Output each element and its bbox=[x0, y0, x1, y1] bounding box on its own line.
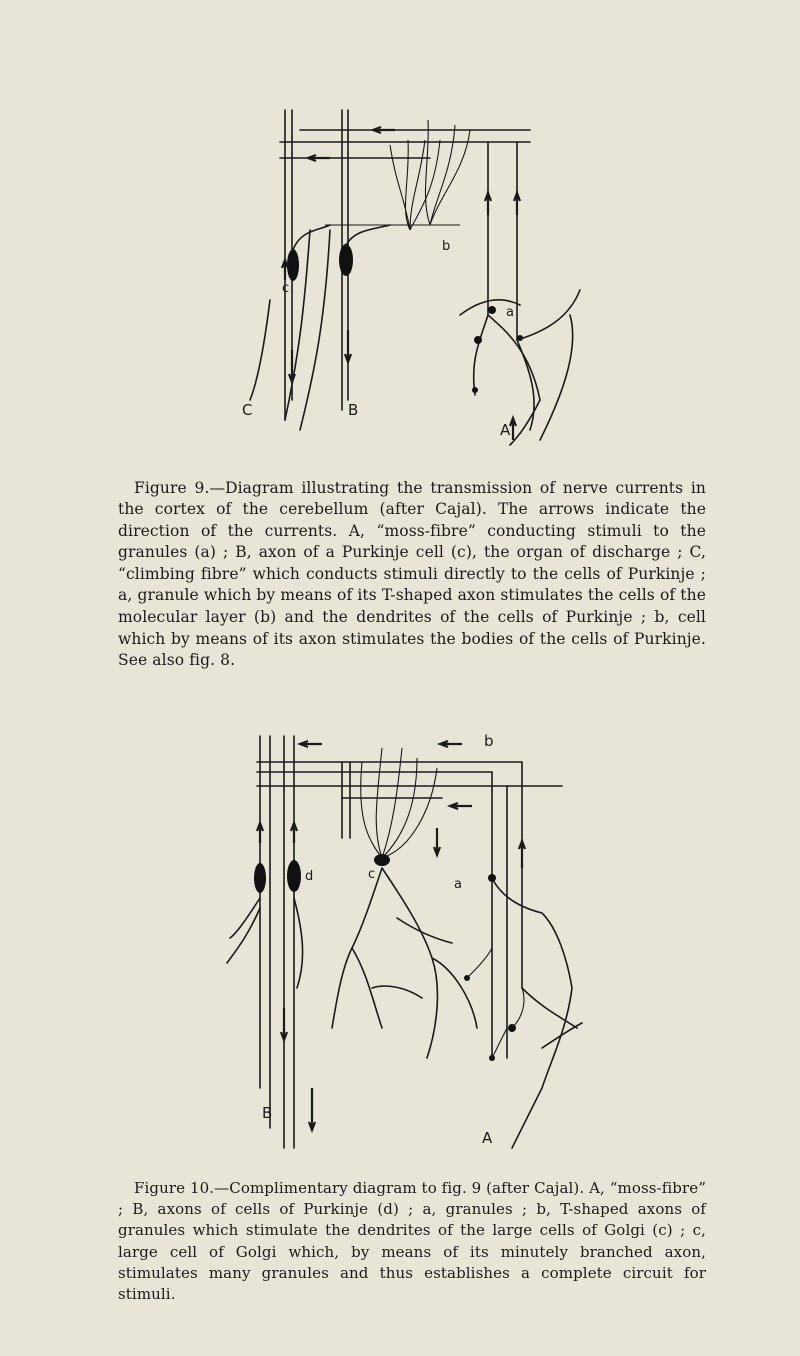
figure-9-caption: Figure 9.—Diagram illustrating the transmission of nerve currents in the cortex of the cerebellum (after Cajal). The arrows indicate the direction of the currents. A, “moss-fibre” conducting stimuli to the granules (a) ; B, axon of a Purkinje cell (c), the organ of discharge ; C, “climbing fibre” which conducts stimuli directly to the cells of Purkinje ; a, granule which by means of its T-shaped axon stimulates the cells of the molecular layer (b) and the dendrites of the cells of Purkinje ; b, cell which by means of its axon stimulates the bodies of the cells of Purkinje. See also fig. 8. bbox=[118, 478, 706, 670]
arrow-up bbox=[514, 193, 520, 215]
arrow-left bbox=[308, 155, 330, 161]
arrow-left bbox=[300, 741, 322, 747]
arrow-up bbox=[510, 418, 516, 440]
arrow-down bbox=[289, 350, 295, 382]
arrow-up bbox=[257, 823, 263, 843]
purkinje-cell-body bbox=[287, 860, 301, 892]
label-c: c bbox=[282, 281, 290, 296]
label-C: C bbox=[242, 401, 253, 419]
golgi-axon-network bbox=[332, 868, 477, 1058]
arrow-left bbox=[440, 741, 462, 747]
fibre-c bbox=[250, 300, 270, 400]
golgi-cell-body bbox=[374, 854, 390, 866]
label-a: a bbox=[454, 877, 462, 892]
moss-fibre bbox=[492, 878, 582, 1148]
arrow-up bbox=[291, 823, 297, 843]
arrow-left bbox=[373, 127, 395, 133]
label-d: d bbox=[305, 869, 314, 884]
arrow-up bbox=[282, 260, 288, 280]
purkinje-axon-branch bbox=[227, 898, 303, 988]
arrow-down bbox=[345, 330, 351, 362]
label-b: b bbox=[484, 732, 494, 750]
purkinje-dendrites bbox=[390, 120, 470, 230]
label-B: B bbox=[262, 1104, 273, 1122]
label-c: c bbox=[368, 867, 376, 882]
arrow-down bbox=[281, 1008, 287, 1040]
label-B: B bbox=[348, 401, 359, 419]
arrow-left bbox=[450, 803, 472, 809]
purkinje-cell-body bbox=[287, 249, 299, 281]
figure-10-diagram bbox=[222, 728, 602, 1153]
granule-branches bbox=[460, 290, 580, 430]
arrow-up bbox=[485, 193, 491, 215]
purkinje-cell-body bbox=[339, 244, 353, 276]
granule-cell bbox=[488, 306, 496, 314]
granule-cell bbox=[474, 336, 482, 344]
granule-cell bbox=[517, 335, 523, 341]
figure-9-diagram bbox=[230, 100, 590, 460]
granule-cell bbox=[472, 387, 478, 393]
arrow-up bbox=[519, 841, 525, 868]
label-A: A bbox=[500, 421, 511, 439]
golgi-dendrites bbox=[361, 748, 437, 858]
moss-fibre bbox=[510, 315, 573, 445]
purkinje-cell-body bbox=[254, 863, 266, 893]
figure-10-caption: Figure 10.—Complimentary diagram to fig. 9 (after Cajal). A, “moss-fibre” ; B, axons of cells of Purkinje (d) ; a, granules ; b, T-shaped axons of granules which stimulate the dendrites of the large cells of Golgi (c) ; c, large cell of Golgi which, by means of its minutely branched axon, stimulates many granules and thus establishes a complete circuit for stimuli. bbox=[118, 1179, 706, 1304]
granule-dendrites bbox=[467, 948, 524, 1058]
axon-diagonal bbox=[300, 230, 330, 430]
arrow-down bbox=[309, 1088, 315, 1130]
arrow-down bbox=[434, 828, 440, 855]
label-A: A bbox=[482, 1129, 493, 1147]
granule-cell bbox=[488, 874, 496, 882]
label-b: b bbox=[442, 239, 451, 254]
label-a: a bbox=[506, 305, 514, 320]
